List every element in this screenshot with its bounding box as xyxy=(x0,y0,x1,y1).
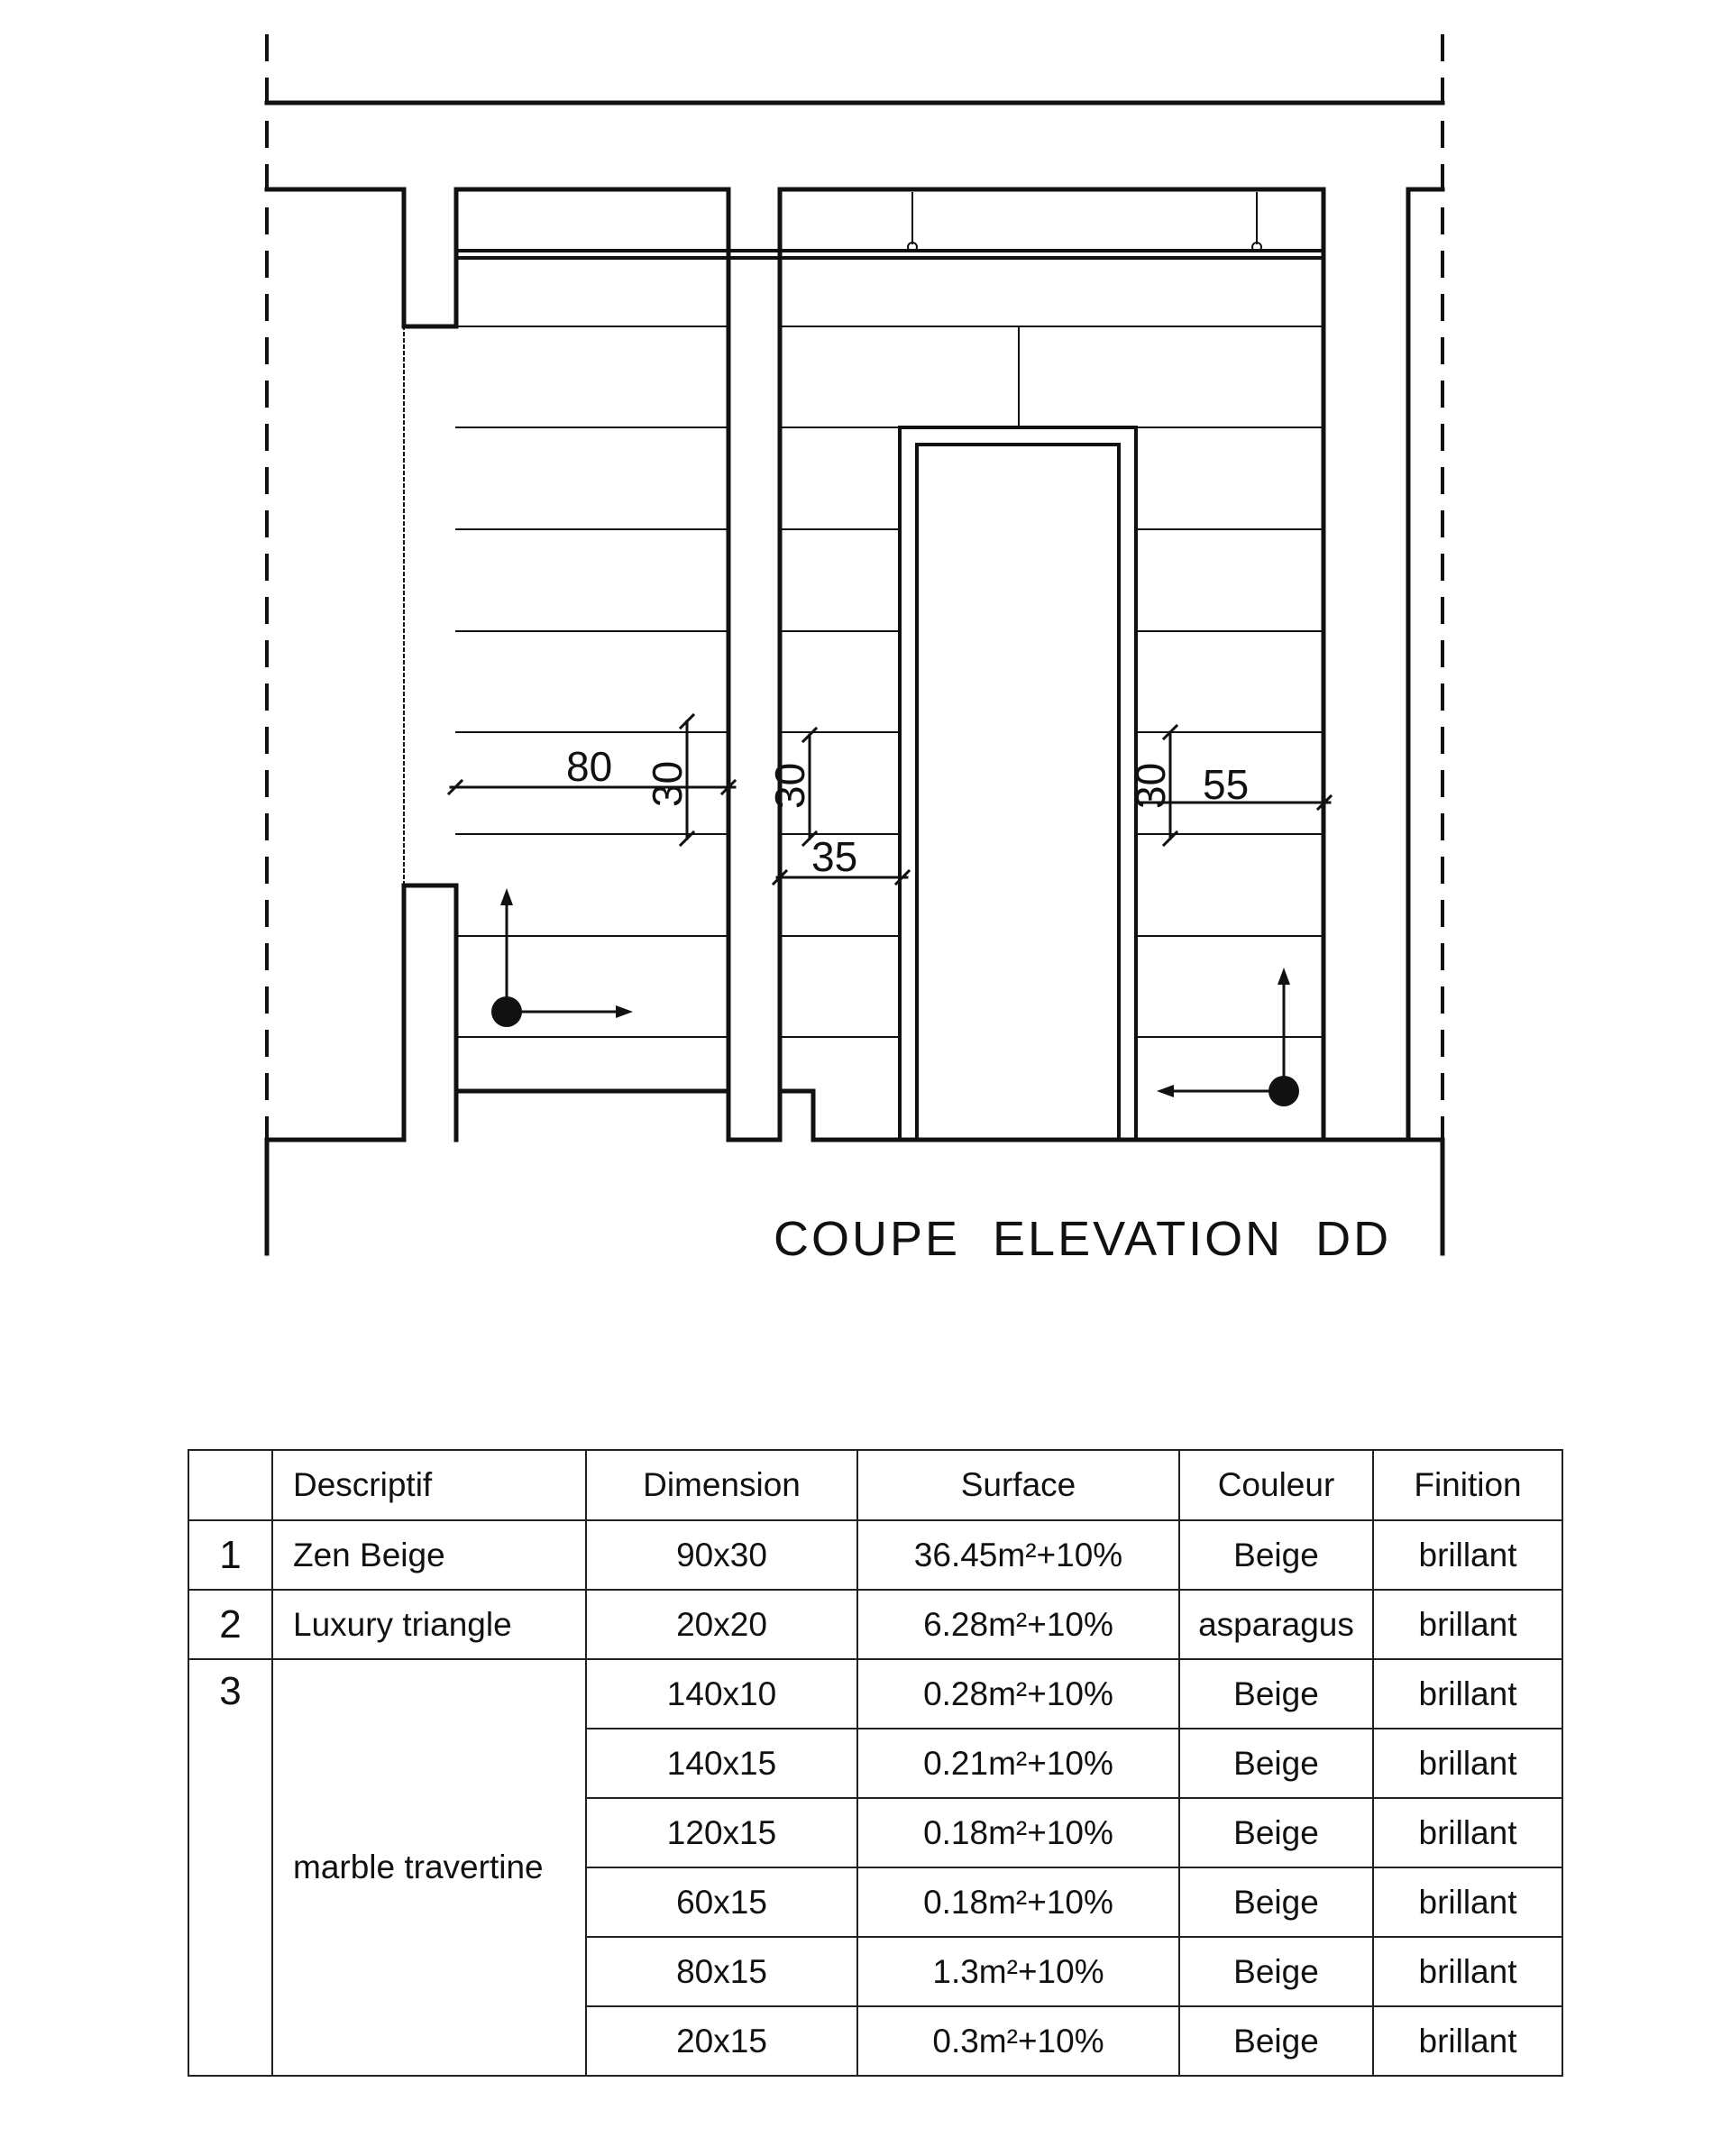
dim-width-right: 55 xyxy=(1203,761,1250,808)
drawing-caption: COUPE ELEVATION DD xyxy=(774,1212,1392,1266)
cell-couleur: Beige xyxy=(1179,1937,1373,2006)
cell-dimension: 90x30 xyxy=(586,1520,857,1590)
direction-arrows xyxy=(491,888,1299,1106)
cell-surface: 36.45m²+10% xyxy=(857,1520,1179,1590)
dim-height-mid: 30 xyxy=(766,762,813,809)
cell-finition: brillant xyxy=(1373,2006,1562,2076)
table-row xyxy=(188,1520,1562,1590)
dim-width-left: 80 xyxy=(566,743,613,790)
wall-outline xyxy=(267,189,1442,1253)
cell-finition: brillant xyxy=(1373,1659,1562,1729)
cell-dimension: 60x15 xyxy=(586,1867,857,1937)
materials-table xyxy=(188,1449,1563,2077)
cell-descriptif: Zen Beige xyxy=(272,1520,586,1590)
cell-surface: 0.18m²+10% xyxy=(857,1867,1179,1937)
header-descriptif: Descriptif xyxy=(272,1450,586,1520)
cell-dimension: 20x15 xyxy=(586,2006,857,2076)
cell-finition: brillant xyxy=(1373,1590,1562,1659)
cell-dimension: 140x15 xyxy=(586,1729,857,1798)
cell-finition: brillant xyxy=(1373,1867,1562,1937)
cell-surface: 0.3m²+10% xyxy=(857,2006,1179,2076)
dimension-lines xyxy=(449,715,1331,884)
tile-lines-left xyxy=(456,326,728,1037)
cell-couleur: Beige xyxy=(1179,2006,1373,2076)
cell-couleur: Beige xyxy=(1179,1520,1373,1590)
cell-surface: 6.28m²+10% xyxy=(857,1590,1179,1659)
cell-couleur: Beige xyxy=(1179,1659,1373,1729)
row-number: 3 xyxy=(188,1659,272,2076)
cell-couleur: asparagus xyxy=(1179,1590,1373,1659)
table-row xyxy=(188,1590,1562,1659)
cell-surface: 1.3m²+10% xyxy=(857,1937,1179,2006)
cell-dimension: 140x10 xyxy=(586,1659,857,1729)
header-number xyxy=(188,1450,272,1520)
tile-lines-right xyxy=(780,326,1323,1037)
cell-descriptif: marble travertine xyxy=(272,1659,586,2076)
dim-height-right: 30 xyxy=(1127,762,1174,809)
cell-couleur: Beige xyxy=(1179,1729,1373,1798)
cell-couleur: Beige xyxy=(1179,1867,1373,1937)
cell-couleur: Beige xyxy=(1179,1798,1373,1867)
cell-finition: brillant xyxy=(1373,1520,1562,1590)
row-number: 2 xyxy=(188,1590,272,1659)
header-dimension: Dimension xyxy=(586,1450,857,1520)
cell-finition: brillant xyxy=(1373,1798,1562,1867)
dim-width-mid: 35 xyxy=(811,833,858,880)
header-surface: Surface xyxy=(857,1450,1179,1520)
cell-surface: 0.28m²+10% xyxy=(857,1659,1179,1729)
ceiling-rail xyxy=(456,193,1323,258)
header-finition: Finition xyxy=(1373,1450,1562,1520)
cell-dimension: 120x15 xyxy=(586,1798,857,1867)
header-couleur: Couleur xyxy=(1179,1450,1373,1520)
cell-descriptif: Luxury triangle xyxy=(272,1590,586,1659)
cell-finition: brillant xyxy=(1373,1729,1562,1798)
table-header-row xyxy=(188,1450,1562,1520)
dim-height-left: 30 xyxy=(644,760,691,807)
cell-dimension: 20x20 xyxy=(586,1590,857,1659)
door-frame xyxy=(900,427,1136,1140)
table-row xyxy=(188,1659,1562,1729)
cell-surface: 0.18m²+10% xyxy=(857,1798,1179,1867)
cell-surface: 0.21m²+10% xyxy=(857,1729,1179,1798)
row-number: 1 xyxy=(188,1520,272,1590)
cell-dimension: 80x15 xyxy=(586,1937,857,2006)
cell-finition: brillant xyxy=(1373,1937,1562,2006)
